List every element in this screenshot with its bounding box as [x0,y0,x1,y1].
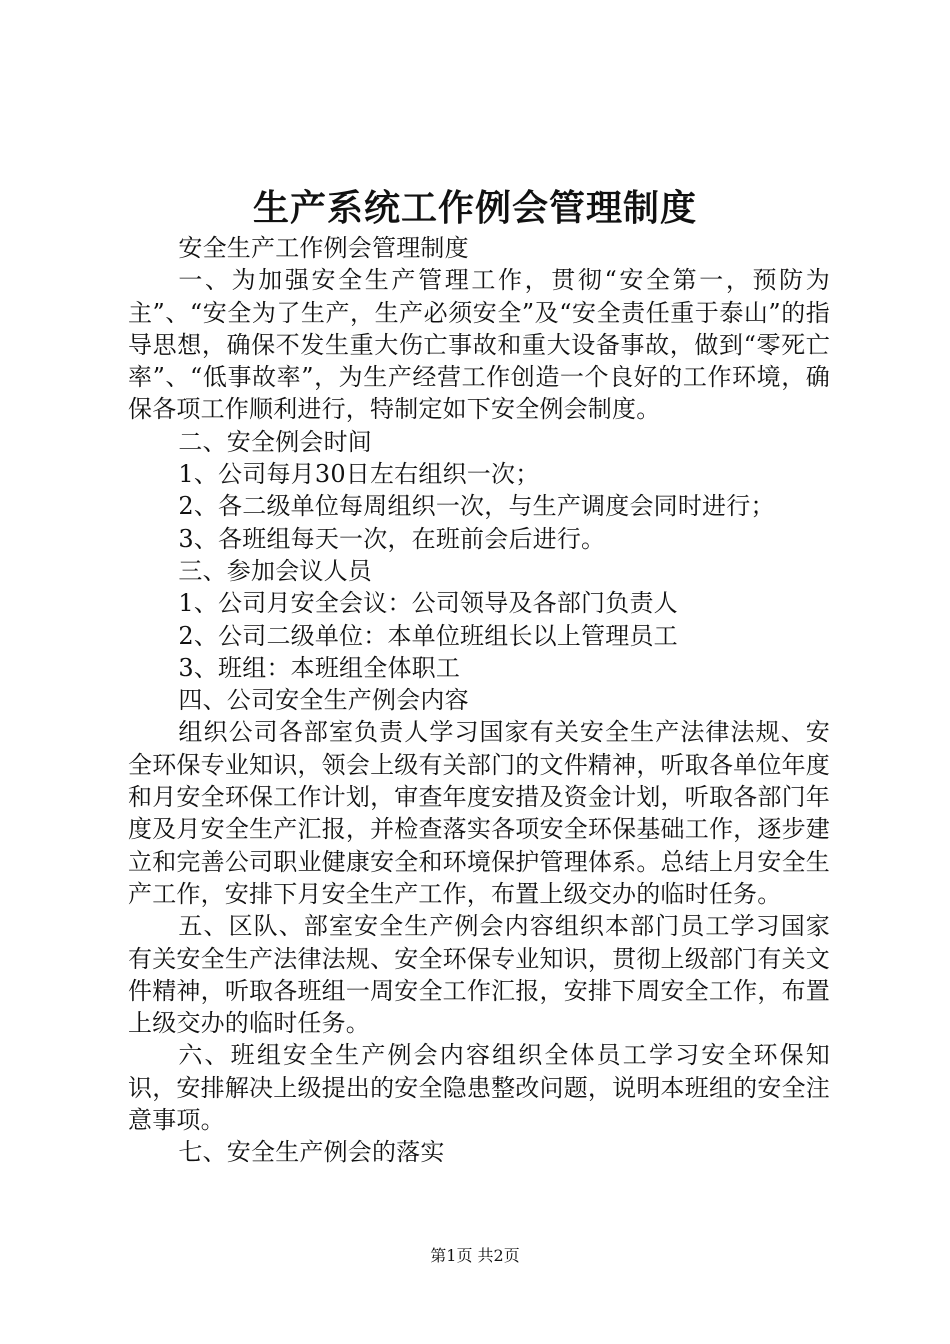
paragraph-item: 2、各二级单位每周组织一次，与生产调度会同时进行； [178,492,775,521]
document-title: 生产系统工作例会管理制度 [252,187,697,229]
paragraph-section-6: 六、班组安全生产例会内容组织全体员工学习安全环保知识，安排解决上级提出的安全隐患整改问题，说明本班组的安全注意事项。 [128,1041,830,1135]
paragraph-item: 3、班组：本班组全体职工 [178,653,461,682]
paragraph-item: 1、公司月安全会议：公司领导及各部门负责人 [178,589,678,618]
paragraph-section-7-heading: 七、安全生产例会的落实 [178,1138,445,1167]
paragraph-section-4-body: 组织公司各部室负责人学习国家有关安全生产法律法规、安全环保专业知识，领会上级有关部门的文件精神，听取各单位年度和月安全环保工作计划，审查年度安措及资金计划，听取各部门年度及月安全生产汇报，并检查落实各项安全环保基础工作，逐步建立和完善公司职业健康安全和环境保护管理体系。总结上月安全生产工作，安排下月安全生产工作，布置上级交办的临时任务。 [128,718,830,908]
paragraph-section-3-heading: 三、参加会议人员 [178,556,372,585]
document-body [128,232,830,1169]
paragraph-item: 2、公司二级单位：本单位班组长以上管理员工 [178,621,678,650]
paragraph-item: 1、公司每月30日左右组织一次； [178,460,540,489]
page-footer: 第1页 共2页 [430,1246,520,1265]
paragraph-section-4-heading: 四、公司安全生产例会内容 [178,686,469,715]
paragraph-section-1: 一、为加强安全生产管理工作，贯彻“安全第一，预防为主”、“安全为了生产，生产必须安全”及“安全责任重于泰山”的指导思想，确保不发生重大伤亡事故和重大设备事故，做到“零死亡率”、“低事故率”，为生产经营工作创造一个良好的工作环境，确保各项工作顺利进行，特制定如下安全例会制度。 [128,266,830,424]
paragraph-item: 3、各班组每天一次，在班前会后进行。 [178,524,606,553]
paragraph-subtitle: 安全生产工作例会管理制度 [178,234,469,262]
paragraph-section-5: 五、区队、部室安全生产例会内容组织本部门员工学习国家有关安全生产法律法规、安全环保专业知识，贯彻上级部门有关文件精神，听取各班组一周安全工作汇报，安排下周安全工作，布置上级交办的临时任务。 [128,912,830,1038]
paragraph-section-2-heading: 二、安全例会时间 [178,427,372,456]
